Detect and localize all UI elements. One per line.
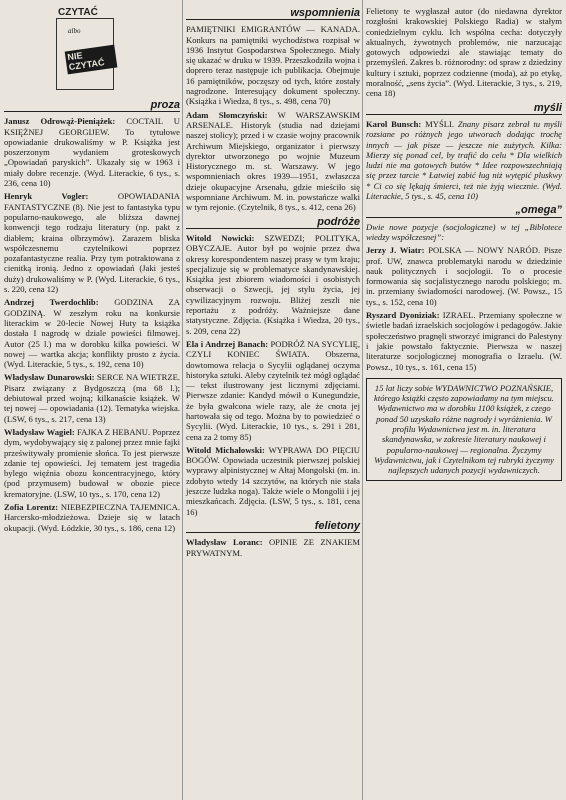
- entry-body: Pisze prof. UW, znawca problematyki narodu w dziedzinie nauk politycznych i socjologii. To o procesie formowania się socjalistycznego narodu polskiego; m. in. przemiany świadomości narodowej. (W. Powsz., 15 tys., s. 152, cena 10): [366, 245, 562, 307]
- entry: [4, 116, 180, 188]
- logo-text-mid: albo: [68, 27, 81, 35]
- entries-proza: [4, 116, 180, 533]
- section-header-felietony: felietony: [186, 521, 360, 533]
- entry-author: Andrzej Twerdochlib:: [4, 297, 99, 308]
- entry: [186, 445, 360, 517]
- entry: [4, 191, 180, 294]
- entry: [4, 297, 180, 369]
- section-header-wspomnienia: wspomnienia: [186, 8, 360, 20]
- logo-text-bottom: NIE CZYTAĆ: [65, 45, 118, 74]
- section-header-omega: „omega”: [366, 205, 562, 217]
- entry: [366, 245, 562, 307]
- entry-author: Ela i Andrzej Banach:: [186, 338, 269, 349]
- section-header-proza: proza: [4, 100, 180, 112]
- omega-intro: Dwie nowe pozycje (socjologiczne) w tej „Biblotece wiedzy współczesnej”:: [366, 221, 562, 242]
- entry-felietony: [186, 537, 360, 558]
- entry-body: Konkurs na pamiętniki wychodźstwa rozpisał w 1936 Instytut Gospodarstwa Społecznego. Miały się ukazać w druku w 1939. Przeszkodziła wojna i doprero teraz następuje ich publikacja. Obejmuje 16 pamiętników, poczęszy od tych, które zostały nagrodzone. Interesujący dokument społeczny. (Książka i Wiedza, 8 tys., s. 498, cena 70): [186, 34, 360, 107]
- entry-title: COCTAIL U KSIĘŻNEJ GEORGIJEW.: [4, 116, 180, 137]
- entry-title: W WARSZAWSKIM ARSENALE.: [186, 109, 360, 130]
- entry-body: Harcersko-młodzieżowa. Dzieje się w latach okupacji. (Wyd. Łódzkie, 30 tys., s. 186, cena 12): [4, 512, 180, 533]
- entry-title: IZRAEL.: [439, 310, 476, 321]
- entry-title: SZWEDZI; POLITYKA, OBYCZAJE.: [186, 232, 360, 254]
- entry-title: PAMIĘTNIKI EMIGRANTÓW — KANADA.: [186, 24, 360, 35]
- entry-body: Pisarz związany z Bydgoszczą (ma 68 l.); debiutował przed wojną; kilkanaście książek. W tej nowej — opowiadania (12). Tematyka wiejska. (LSW, 6 tys., s. 217, cena 13): [4, 382, 180, 424]
- section-header-mysli: myśli: [366, 103, 562, 115]
- entry: [4, 372, 180, 423]
- entry-title: NIEBEZPIECZNA TAJEMNICA.: [58, 501, 181, 512]
- entry: [186, 110, 360, 213]
- entry-title: POLSKA — NOWY NARÓD.: [424, 245, 541, 256]
- entry-body: Historyk (studia nad dziejami naszej stolicy); przed i w czasie wojny pracownik Archiwum Miejskiego, organizator i pierwszy dyrektor utworzonego po wojnie Muzeum Historycznego m. st. Warszawy. W jego wspomnieniach okres 1939—1951, zwłaszcza dzieje okupacyjne Arsenału, gdzie mieściło się wspomniane Archiwum. M. in. powstańcze walki w tym rejonie. (Czytelnik, 8 tys., s. 412, cena 26): [186, 119, 360, 213]
- entry-author: Władysław Loranc:: [186, 537, 263, 548]
- announcement-box: [366, 378, 562, 482]
- entry-mysli: [366, 119, 562, 201]
- entry-author: Henryk Vogler:: [4, 191, 89, 202]
- entry-title: MYŚLI.: [421, 118, 454, 129]
- entry-body: Nie jest to fantastyka typu popularno-naukowego, ale bliższa dawnej konwencji tego rodzaju literatury (np. pakt z diabłem; kraina olbrzymów). Zarazem bliska współczesnemu czytelnikowi poprzez pozafantastyczne realia. Przy tym potraktowana z cienitką ironią. Jedno z opowiadań (Jaki jesteś duży) drukowaliśmy w P. (Wyd. Literackie, 6 tys., s. 220, cena 12): [4, 201, 180, 295]
- entry-author: Jerzy J. Wiatr:: [366, 245, 425, 256]
- entry-author: Ryszard Dyoniziak:: [366, 310, 440, 321]
- column-divider: [362, 0, 363, 800]
- entry: [186, 339, 360, 442]
- entry-body: W zeszłym roku na konkursie literackim w 20-lecie Nowej Huty ta książka dostała I nagrodę w dziale powieści filmowej. Autor (25 l.) ma w dorobku kilka powieści. W nowej — wartka akcja; konflikty prosto z życia. (Wyd. Literackie, 5 tys., s. 192, cena 10): [4, 307, 180, 370]
- entry-body: Przemiany społeczne w świetle badań izraelskich socjologów i pedagogów. Jakie społeczeństwo pragnęli stworzyć imigranci do Palestyny i jakie powstało faktycznie. Pierwsza w naszej literaturze socjologicznej monografia o Izraelu. (W. Powsz., 10 tys., s. 161, cena 15): [366, 310, 562, 372]
- entries-podroze: [186, 233, 360, 517]
- entry-author: Witold Michałowski:: [186, 444, 265, 455]
- entries-wspomnienia: [186, 24, 360, 212]
- entry-body: Znany pisarz zebrał tu myśli rozsiane po różnych jego utworach dodając trochę innych — jak pisze — jeszcze nie zużytych. Kilka: Mierzy się ponad cel, by trafić do celu * Dla wielkich ludzi nie ma gotowych butów * Idee rozpowszechniają się przez tarcie * Łatwiej zabić ług niż wytępić pluskwy * Ci co się lękają śmierci, też nie żyją wiecznie. (Wyd. Literackie, 5 tys., s. 45, cena 10): [366, 118, 562, 202]
- rubric-logo: [54, 6, 116, 96]
- entries-omega: [366, 245, 562, 372]
- entry-title: SERCE NA WIETRZE.: [94, 372, 180, 383]
- entry-author: Karol Bunsch:: [366, 118, 422, 129]
- entry: [366, 310, 562, 372]
- entry-body: Poprzez dym, wydobywający się z palonej przez mnie fajki prześwitywały promienie słońca. To jest pierwsze zdanie tej opowieści. Jej tematem jest tragedia bylego więźnia obozu koncentracyjnego, który (pod przymusem) budował w obozie piece krematoryjne. (LSW, 10 tys., s. 170, cena 12): [4, 426, 181, 499]
- entry-author: Janusz Odrowąż-Pieniążek:: [4, 116, 116, 127]
- column-right: [366, 0, 562, 481]
- section-header-podroze: podróże: [186, 217, 360, 229]
- entry: [186, 24, 360, 106]
- announcement-text: 15 lat liczy sobie WYDAWNICTWO POZNAŃSKIE, którego książki często zapowiadamy na tym miejscu. Wydawnictwo ma w dorobku 1100 książek, z czego ponad 50 uzyskało różne nagrody i wyróżnienia. W profilu Wydawnictwa jest m. in. literatura skandynawska, w zakresie literatury naukowej i popularno-naukowej — regionalna. Życzymy Wydawnictwu, jak i Czytelnikom tej rubryki życzymy najlepszych udanych pozycji wydawniczych.: [374, 382, 554, 476]
- entry-title: OPINIE ZE ZNAKIEM PRYWATNYM.: [186, 537, 360, 558]
- entry-author: Władysław Wagiel:: [4, 426, 75, 437]
- entry-author: Adam Słomczyński:: [186, 109, 268, 120]
- entry: [4, 427, 180, 499]
- entry-title: WYPRAWA DO PIĘCIU BOGÓW.: [186, 444, 360, 466]
- entry-felietony-continued: Felietony te wygłaszał autor (do niedawna dyrektor rozgłośni krakowskiej Polskiego Radia) w stałym coniedzielnym cyklu. Ich wspólna cecha: dotyczyły aktualnych, żywotnych problemów, nie narzucając gotowych odpowiedzi ale stawiając tematy do przemyśleń. Zakres b. różnorodny: od spraw z dziedziny kultury i sztuki, poprzez codzienne (moda), aż po etykę, moralność, „sens życia”. (Wyd. Literackie, 3 tys., s. 219, cena 18): [366, 6, 562, 99]
- entry-title: PODRÓŻ NA SYCYLIĘ, CZYLI KONIEC ŚWIATA.: [186, 338, 360, 360]
- entry-author: Zofia Lorentz:: [4, 501, 59, 512]
- column-left: [4, 0, 180, 536]
- entry: [186, 233, 360, 336]
- column-divider: [182, 0, 183, 800]
- entry-body: Obszerna, dowtomowa relacja o Sycylii oglądanej oczyma historyka sztuki. Aleby czytelnik też mógł oglądać — tekst ilustrowany jest licznymi zdjęciami. Pierwsze zdanie: Kandyd mówił o Kunegundzie, że była gwałcona wiele razy, ale że cnota jej hartowała się od tego. Można by to powiedzieć o Sycylii. (Wyd. Literackie, 10 tys., s. 291 i 281, cena za 2 tomy 85): [186, 349, 361, 442]
- entry-author: Witold Nowicki:: [186, 232, 255, 243]
- entry: [4, 502, 180, 533]
- logo-text-top: CZYTAĆ: [58, 7, 98, 18]
- entry-title: FAJKA Z HEBANU.: [74, 426, 151, 437]
- column-middle: [186, 0, 360, 561]
- entry-title: OPOWIADANIA FANTASTYCZNE (8).: [4, 191, 180, 212]
- entry-body: Opowiada uczestnik pierwszej polskiej wyprawy alpinistycznej w Ałtaj Mongolski (m. in. zdobyto wtedy 14 szczytów, na których nie stała jeszcze ludzka noga). Także wiele o Mongolii i jej mieszkańcach. Zdjęcia. (LSW, 5 tys., s. 181, cena 16): [186, 455, 360, 517]
- entry-body: To tytułowe opowiadanie drukowaliśmy w P. Książka jest poszerzonym wydaniem groteskowych „Opowiadań paryskich”. Ukazały się w 1963 i miały dobre recenzje. (Wyd. Literackie, 6 tys., s. 236, cena 10): [4, 126, 180, 189]
- entry-title: GODZINA ZA GODZINĄ.: [4, 297, 180, 318]
- entry-author: Władysław Dunarowski:: [4, 372, 95, 383]
- entry-body: Autor był po wojnie przez dwa okresy korespondentem naszej prasy w tym kraju; specjalizuje się w problematyce skandynawskiej. Książka jest zbiorem wiadomości i osobistych obserwacji o Szwecji, jej stylu życia, jej cywilizacyjnym rozwoju. Bliżej zeszli nie reportażu z podróży. Ważniejsze dane statystyczne. Zdjęcia. (Książka i Wiedza, 20 tys., s. 209, cena 22): [186, 243, 360, 336]
